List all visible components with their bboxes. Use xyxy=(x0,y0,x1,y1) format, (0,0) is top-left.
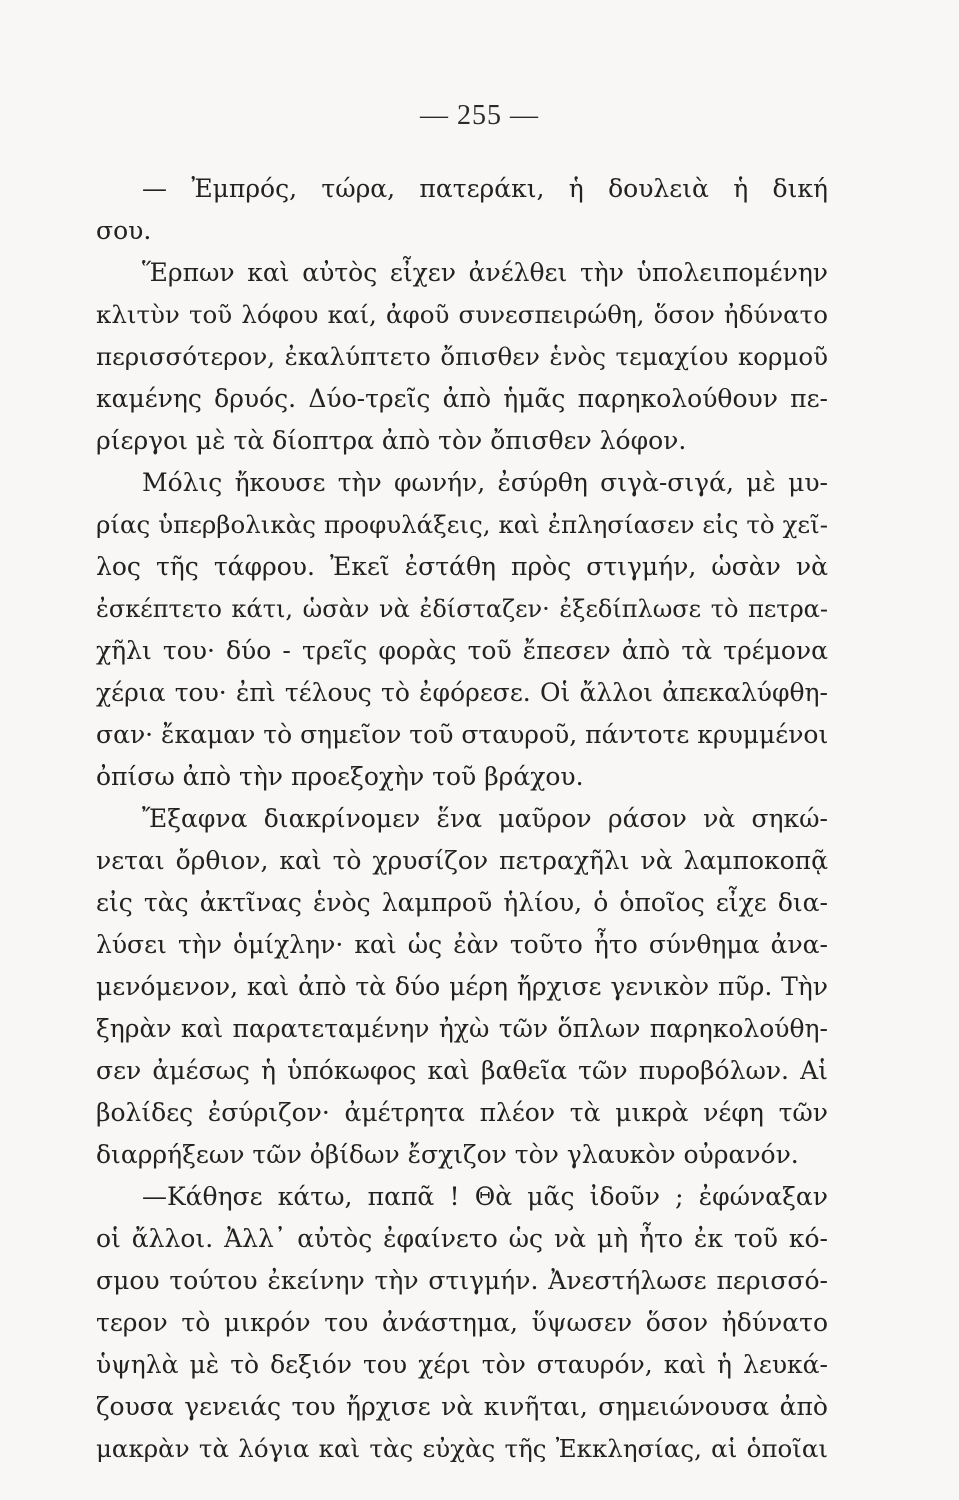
text-line: σμου τούτου ἐκείνην τὴν στιγμήν. Ἀνεστήλωσε περισσό- xyxy=(96,1266,828,1295)
text-line: ρίεργοι μὲ τὰ δίοπτρα ἀπὸ τὸν ὄπισθεν λόφον. xyxy=(96,426,687,455)
body-text xyxy=(96,168,828,1470)
text-line: σου. xyxy=(96,216,152,245)
text-line: νεται ὄρθιον, καὶ τὸ χρυσίζον πετραχῆλι νὰ λαμποκοπᾷ xyxy=(96,846,828,875)
page-number: — 255 — xyxy=(420,100,539,131)
text-line: ἐσκέπτετο κάτι, ὡσὰν νὰ ἐδίσταζεν· ἐξεδίπλωσε τὸ πετρα- xyxy=(96,595,828,623)
text-line: χέρια του· ἐπὶ τέλους τὸ ἐφόρεσε. Οἱ ἄλλοι ἀπεκαλύφθη- xyxy=(96,678,828,707)
text-line: λύσει τὴν ὁμίχλην· καὶ ὡς ἐὰν τοῦτο ἦτο σύνθημα ἀνα- xyxy=(96,930,828,959)
text-line: ὑψηλὰ μὲ τὸ δεξιόν του χέρι τὸν σταυρόν, καὶ ἡ λευκά- xyxy=(96,1350,828,1379)
text-line: μενόμενον, καὶ ἀπὸ τὰ δύο μέρη ἤρχισε γενικὸν πῦρ. Τὴν xyxy=(96,972,828,1001)
text-line: βολίδες ἐσύριζον· ἀμέτρητα πλέον τὰ μικρὰ νέφη τῶν xyxy=(96,1098,828,1127)
text-line: χῆλι του· δύο - τρεῖς φορὰς τοῦ ἔπεσεν ἀπὸ τὰ τρέμονα xyxy=(96,636,828,665)
text-line: οἱ ἄλλοι. Ἀλλ᾽ αὐτὸς ἐφαίνετο ὡς νὰ μὴ ἦτο ἐκ τοῦ κό- xyxy=(96,1224,828,1253)
text-line: εἰς τὰς ἀκτῖνας ἑνὸς λαμπροῦ ἡλίου, ὁ ὁποῖος εἶχε δια- xyxy=(96,888,828,917)
text-line: περισσότερον, ἐκαλύπτετο ὄπισθεν ἑνὸς τεμαχίου κορμοῦ xyxy=(96,342,828,371)
text-line: σαν· ἔκαμαν τὸ σημεῖον τοῦ σταυροῦ, πάντοτε κρυμμένοι xyxy=(96,720,829,749)
text-line: —Κάθησε κάτω, παπᾶ ! Θὰ μᾶς ἰδοῦν ; ἐφώναξαν xyxy=(142,1182,828,1211)
text-line: Ἕρπων καὶ αὐτὸς εἶχεν ἀνέλθει τὴν ὑπολειπομένην xyxy=(142,258,828,287)
text-line: κλιτὺν τοῦ λόφου καί, ἀφοῦ συνεσπειρώθη, ὅσον ἠδύνατο xyxy=(96,300,828,329)
text-line: Μόλις ἤκουσε τὴν φωνήν, ἐσύρθη σιγὰ-σιγά, μὲ μυ- xyxy=(142,468,828,497)
text-line: ρίας ὑπερβολικὰς προφυλάξεις, καὶ ἐπλησίασεν εἰς τὸ χεῖ- xyxy=(96,510,828,539)
text-line: λος τῆς τάφρου. Ἐκεῖ ἐστάθη πρὸς στιγμήν, ὡσὰν νὰ xyxy=(96,552,828,581)
text-line: σεν ἀμέσως ἡ ὑπόκωφος καὶ βαθεῖα τῶν πυροβόλων. Αἱ xyxy=(96,1056,828,1085)
text-line: ξηρὰν καὶ παρατεταμένην ἠχὼ τῶν ὅπλων παρηκολούθη- xyxy=(96,1014,828,1043)
text-line: ζουσα γενειάς του ἤρχισε νὰ κινῆται, σημειώνουσα ἀπὸ xyxy=(96,1392,828,1421)
text-line: καμένης δρυός. Δύο-τρεῖς ἀπὸ ἡμᾶς παρηκολούθουν πε- xyxy=(96,384,828,413)
text-line: μακρὰν τὰ λόγια καὶ τὰς εὐχὰς τῆς Ἐκκλησίας, αἱ ὁποῖαι xyxy=(96,1434,828,1463)
text-line: — Ἐμπρός, τώρα, πατεράκι, ἡ δουλειὰ ἡ δική xyxy=(142,174,828,203)
text-line: διαρρήξεων τῶν ὀβίδων ἔσχιζον τὸν γλαυκὸν οὐρανόν. xyxy=(96,1140,799,1169)
text-line: Ἔξαφνα διακρίνομεν ἕνα μαῦρον ράσον νὰ σηκώ- xyxy=(142,804,828,833)
text-line: ὀπίσω ἀπὸ τὴν προεξοχὴν τοῦ βράχου. xyxy=(96,762,584,791)
text-line: τερον τὸ μικρόν του ἀνάστημα, ὕψωσεν ὅσον ἠδύνατο xyxy=(96,1308,828,1337)
